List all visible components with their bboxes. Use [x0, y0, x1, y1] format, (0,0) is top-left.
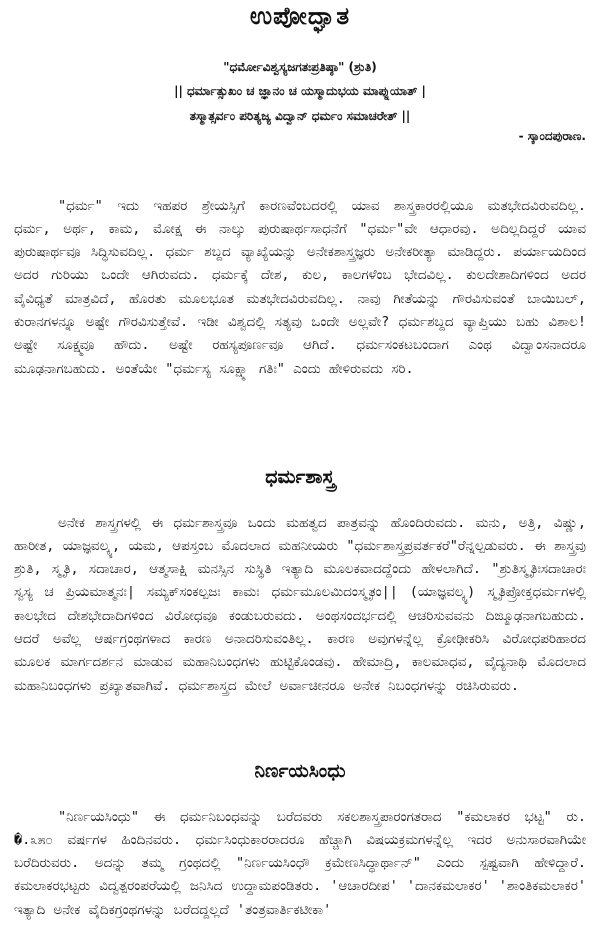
nirnayasindhu-paragraph: "ನಿರ್ಣಯಸಿಂಧು" ಈ ಧರ್ಮನಿಬಂಧವನ್ನು ಬರೆದವರು ಸಕಲಶಾಸ್ತ್ರಪಾರಂಗತರಾದ "ಕಮಲಾಕರ ಭಟ್ಟ" ರು. �.೩೫೦ ವರ್ಷಗಳ ಹಿಂದಿನವರು. ಧರ್ಮಸಿಂಧುಕಾರರಾದರೂ ಹೆಚ್ಚಾಗಿ ವಿಷಯಕ್ರಮಗಳನ್ನೆಲ್ಲ ಇದರ ಅನುಸಾರವಾಗಿಯೇ ಬರೆದಿರುವರು. ಅದನ್ನು ತಮ್ಮ ಗ್ರಂಥದಲ್ಲಿ "ನಿರ್ಣಯಸಿಂಧೌ ಕ್ರಮೇಣಸಿದ್ಧಾರ್ಥಾನ್" ಎಂದು ಸ್ಪಷ್ಟವಾಗಿ ಹೇಳಿದ್ದಾರೆ. ಕಮಲಾಕರಭಟ್ಟರು ವಿದ್ವತ್ಪರಂಪರೆಯಲ್ಲಿ ಜನಿಸಿದ ಉದ್ದಾಮಪಂಡಿತರು. 'ಆಚಾರದೀಪ' 'ದಾನಕಮಲಾಕರ' 'ಶಾಂತಿಕಮಲಾಕರ' ಇತ್ಯಾದಿ ಅನೇಕ ವೈದಿಕಗ್ರಂಥಗಳನ್ನು ಬರೆದದ್ದಲ್ಲದೆ 'ತಂತ್ರವಾರ್ತಿಕಟೀಕಾ' [14, 808, 586, 918]
section-heading-dharmashastra: ಧರ್ಮಶಾಸ್ತ್ರ [265, 466, 335, 488]
verse-line-2: || ಧರ್ಮಾತ್ಸುಖಂ ಚ ಜ್ಞಾನಂ ಚ ಯಸ್ಮಾದುಭಯ ಮಾಪ್ನುಯಾತ್ | [174, 84, 426, 98]
verse-line-3: ತಸ್ಮಾತ್ಸರ್ವಂ ಪರಿತ್ಯಜ್ಯ ವಿದ್ವಾನ್ ಧರ್ಮಂ ಸಮಾಚರೇತ್ || [189, 109, 411, 123]
intro-paragraph: "ಧರ್ಮ" ಇದು ಇಹಪರ ಶ್ರೇಯಸ್ಸಿಗೆ ಕಾರಣವೆಂಬದರಲ್ಲಿ ಯಾವ ಶಾಸ್ತ್ರಕಾರರಲ್ಲಿಯೂ ಮತಭೇದವಿರುವದಿಲ್ಲ. ಧರ್ಮ, ಅರ್ಥ, ಕಾಮ, ಮೋಕ್ಷ ಈ ನಾಲ್ಕು ಪುರುಷಾರ್ಥಸಾಧನೆಗೆ "ಧರ್ಮ"ವೇ ಆಧಾರವು. ಅದಿಲ್ಲದಿದ್ದರೆ ಯಾವ ಪುರುಷಾರ್ಥವೂ ಸಿದ್ಧಿಸುವದಿಲ್ಲ. ಧರ್ಮ ಶಬ್ದದ ವ್ಯಾಖ್ಯೆಯನ್ನು ಅನೇಕಶಾಸ್ತ್ರಜ್ಞರು ಅನೇಕರೀತ್ಯಾ ಮಾಡಿದ್ದರು. ಪರ್ಯಾಯದಿಂದ ಅದರ ಗುರಿಯು ಒಂದೇ ಆಗಿರುವದು. ಧರ್ಮಕ್ಕೆ ದೇಶ, ಕುಲ, ಕಾಲಗಳೆಂಬ ಭೇದವಿಲ್ಲ. ಕುಲದೇಶಾದಿಗಳಿಂದ ಅದರ ವೈವಿಧ್ಯತೆ ಮಾತ್ರವಿದೆ, ಹೊರತು ಮೂಲಭೂತ ಮತಭೇದವಿರುವದಿಲ್ಲ. ನಾವು ಗೀತೆಯನ್ನು ಗೌರವಿಸುವಂತೆ ಬಾಯಿಬಲ್, ಕುರಾನಗಳನ್ನೂ ಅಷ್ಟೇ ಗೌರವಿಸುತ್ತೇವೆ. ಇಡೀ ವಿಶ್ವದಲ್ಲಿ ಸತ್ಯವು ಒಂದೇ ಅಲ್ಲವೇ? ಧರ್ಮಶಬ್ದದ ವ್ಯಾಪ್ತಿಯು ಬಹು ವಿಶಾಲ! ಅಷ್ಟೇ ಸೂಕ್ಷ್ಮವೂ ಹೌದು. ಅಷ್ಟೇ ರಹಸ್ಯಪೂರ್ಣವೂ ಆಗಿದೆ. ಧರ್ಮಸಂಕಟಬಂದಾಗ ಎಂಥ ವಿದ್ವಾಂಸನಾದರೂ ಮೂಢನಾಗಬಹುದು. ಅಂತೆಯೇ "ಧರ್ಮಸ್ಯ ಸೂಕ್ಷ್ಮಾ ಗತಿಃ" ಎಂದು ಹೇಳಿರುವದು ಸರಿ. [14, 197, 586, 377]
section-heading-nirnayasindhu: ನಿರ್ಣಯಸಿಂಧು [254, 760, 346, 782]
verse-attribution: - ಸ್ಕಾಂದಪುರಾಣ. [518, 129, 586, 143]
verse-line-1: "ಧರ್ಮೋವಿಶ್ವಸ್ಯಜಗತಃಪ್ರತಿಷ್ಠಾ" (ಶ್ರುತಿ) [223, 60, 377, 74]
page-title: ಉಪೋದ್ಘಾತ [249, 2, 351, 30]
dharmashastra-paragraph: ಅನೇಕ ಶಾಸ್ತ್ರಗಳಲ್ಲಿ ಈ ಧರ್ಮಶಾಸ್ತ್ರವೂ ಒಂದು ಮಹತ್ವದ ಪಾತ್ರವನ್ನು ಹೊಂದಿರುವದು. ಮನು, ಅತ್ರಿ, ವಿಷ್ಣು, ಹಾರೀತ, ಯಾಜ್ಞವಲ್ಕ್ಯ, ಯಮ, ಆಪಸ್ತಂಬ ಮೊದಲಾದ ಮಹನೀಯರು "ಧರ್ಮಶಾಸ್ತ್ರಪ್ರವರ್ತಕರೆ"ರೆನ್ನಲ್ಪಡುವರು. ಈ ಶಾಸ್ತ್ರವು ಶ್ರುತಿ, ಸ್ಮೃತಿ, ಸದಾಚಾರ, ಆತ್ಮಸಾಕ್ಷಿ ಮನಸ್ಸಿನ ಸುಸ್ಥಿತಿ ಇತ್ಯಾದಿ ಮೂಲಕವಾದದ್ದೆಂದು ಹೇಳಲಾಗಿದೆ. "ಶ್ರುತಿಸ್ಮೃತಿಃಸದಾಚಾರಃ ಸ್ವಸ್ಯ ಚ ಪ್ರಿಯಮಾತ್ಮನಃ| ಸಮ್ಯಕ್‌ಸಂಕಲ್ಪಜಃ ಕಾಮಃ ಧರ್ಮಮೂಲಮಿದಂಸ್ಮೃತಂ|| (ಯಾಜ್ಞವಲ್ಕ್ಯ) ಸ್ಮೃತಿಪ್ರೋಕ್ತಧರ್ಮಗಳಲ್ಲಿ ಕಾಲಭೇದ ದೇಶಭೇದಾದಿಗಳಿಂದ ವಿರೋಧವೂ ಕಂಡುಬರುವದು. ಅಂಥಸಂದರ್ಭದಲ್ಲಿ ಆಚರಿಸುವವನು ದಿಙ್ಮೂಢನಾಗಬಹುದು. ಆದರೆ ಅವೆಲ್ಲ ಆರ್ಷಗ್ರಂಥಗಳಾದ ಕಾರಣ ಅನಾದರಿಸುವಂತಿಲ್ಲ. ಕಾರಣ ಅವುಗಳನ್ನೆಲ್ಲ ಕ್ರೋಢೀಕರಿಸಿ ವಿರೋಧಪರಿಹಾರದ ಮೂಲಕ ಮಾರ್ಗದರ್ಶನ ಮಾಡುವ ಮಹಾನಿಬಂಧಗಳು ಹುಟ್ಟಿಕೊಂಡವು. ಹೇಮಾದ್ರಿ, ಕಾಲಮಾಧವ, ವೈದ್ಯನಾಥಿ ಮೊದಲಾದ ಮಹಾನಿಬಂಧಗಳು ಪ್ರಖ್ಯಾತವಾಗಿವೆ. ಧರ್ಮಶಾಸ್ತ್ರದ ಮೇಲೆ ಅರ್ವಾಚೀನರೂ ಅನೇಕ ನಿಬಂಧಗಳನ್ನು ರಚಿಸಿರುವರು. [14, 514, 586, 694]
